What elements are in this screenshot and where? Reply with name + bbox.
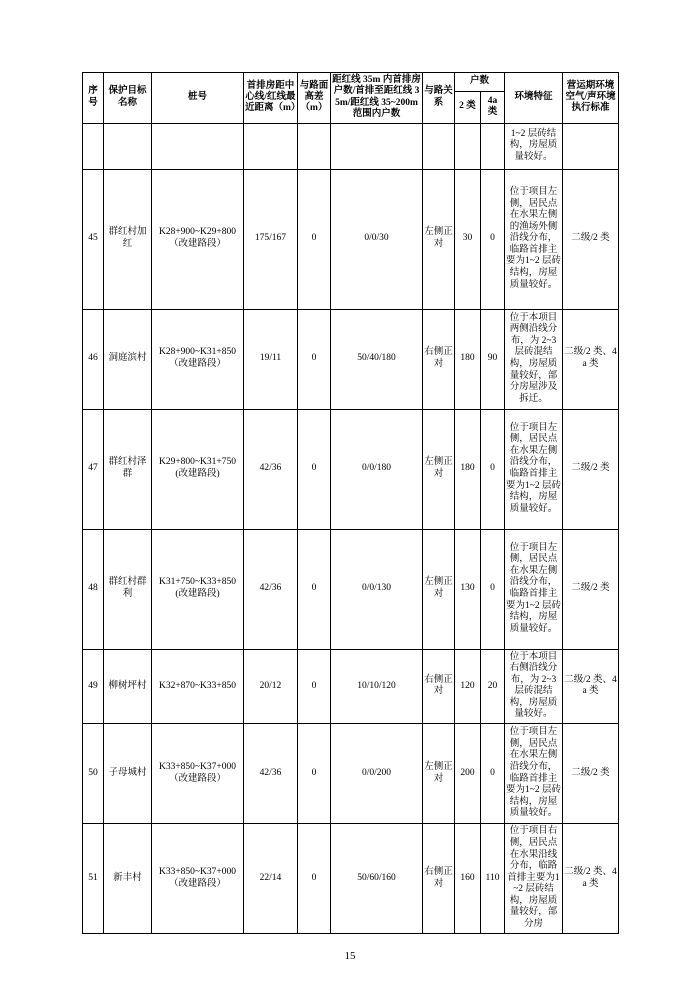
cell-stake: K29+800~K31+750(改建路段) [152, 409, 244, 529]
table-row [83, 309, 619, 409]
cell-features: 1~2 层砖结构，房屋质量较好。 [505, 123, 563, 169]
table-row [83, 409, 619, 529]
header-households-2: 2 类 [455, 91, 481, 123]
cell-name: 群红村加红 [104, 169, 152, 309]
header-features: 环境特征 [505, 73, 563, 124]
cell-distance [244, 123, 298, 169]
page-number: 15 [344, 950, 356, 962]
cell-stake [152, 123, 244, 169]
cell-seq [83, 123, 104, 169]
cell-height-diff: 0 [298, 409, 331, 529]
cell-features: 位于本项目两侧沿线分布，为 2~3 层砖混结构，房屋质量较好，部分房屋涉及拆迁。 [505, 309, 563, 409]
cell-households-2: 160 [455, 824, 481, 934]
cell-name: 洞庭滨村 [104, 309, 152, 409]
cell-red-line: 0/0/30 [331, 169, 423, 309]
cell-features: 位于项目左侧，居民点在水果左侧沿线分布，临路首排主要为1~2 层砖结构，房屋质量较好。 [505, 529, 563, 649]
cell-households-4a: 0 [481, 724, 505, 824]
cell-height-diff: 0 [298, 169, 331, 309]
cell-relation: 右侧正对 [423, 824, 455, 934]
cell-distance: 20/12 [244, 649, 298, 723]
cell-distance: 42/36 [244, 724, 298, 824]
header-height-diff: 与路面高差（m） [298, 73, 331, 124]
cell-seq: 46 [83, 309, 104, 409]
cell-standard: 二级/2 类、4a 类 [563, 309, 619, 409]
cell-standard: 二级/2 类、4a 类 [563, 649, 619, 723]
cell-households-4a: 0 [481, 529, 505, 649]
table-header [83, 73, 619, 124]
cell-stake: K33+850~K37+000（改建路段） [152, 724, 244, 824]
cell-stake: K31+750~K33+850(改建路段) [152, 529, 244, 649]
cell-households-2: 180 [455, 309, 481, 409]
cell-relation: 左侧正对 [423, 409, 455, 529]
cell-height-diff [298, 123, 331, 169]
cell-features: 位于项目左侧，居民点在水果左侧的渔场外侧沿线分布，临路首排主要为1~2 层砖结构，房屋质量较好。 [505, 169, 563, 309]
header-seq: 序号 [83, 73, 104, 124]
cell-households-4a: 20 [481, 649, 505, 723]
cell-standard: 二级/2 类、4a 类 [563, 824, 619, 934]
header-households-group: 户数 [455, 73, 505, 92]
cell-red-line: 10/10/120 [331, 649, 423, 723]
cell-distance: 175/167 [244, 169, 298, 309]
cell-standard: 二级/2 类 [563, 409, 619, 529]
cell-height-diff: 0 [298, 724, 331, 824]
cell-relation: 右侧正对 [423, 649, 455, 723]
cell-features: 位于项目左侧，居民点在水果左侧沿线分布，临路首排主要为1~2 层砖结构，房屋质量较好。 [505, 724, 563, 824]
cell-seq: 50 [83, 724, 104, 824]
data-table [82, 72, 619, 934]
cell-standard: 二级/2 类 [563, 529, 619, 649]
cell-distance: 42/36 [244, 409, 298, 529]
header-red-line: 距红线 35m 内首排房户数/首排至距红线 35m/距红线 35~200m 范围内户数 [331, 73, 423, 124]
cell-features: 位于本项目右侧沿线分布，为 2~3 层砖混结构，房屋质量较好。 [505, 649, 563, 723]
cell-seq: 51 [83, 824, 104, 934]
cell-red-line: 0/0/200 [331, 724, 423, 824]
header-standard: 营运期环境空气/声环境执行标准 [563, 73, 619, 124]
cell-seq: 48 [83, 529, 104, 649]
table-body [83, 123, 619, 933]
table-row [83, 529, 619, 649]
cell-stake: K32+870~K33+850 [152, 649, 244, 723]
cell-standard: 二级/2 类 [563, 724, 619, 824]
cell-height-diff: 0 [298, 529, 331, 649]
cell-name: 群红村群利 [104, 529, 152, 649]
cell-households-4a: 0 [481, 169, 505, 309]
table-row [83, 649, 619, 723]
table-row [83, 824, 619, 934]
cell-households-2: 130 [455, 529, 481, 649]
cell-seq: 49 [83, 649, 104, 723]
cell-households-4a: 0 [481, 409, 505, 529]
cell-seq: 47 [83, 409, 104, 529]
cell-name: 群红村泽群 [104, 409, 152, 529]
environmental-protection-targets-table [82, 72, 618, 934]
cell-standard: 二级/2 类 [563, 169, 619, 309]
cell-stake: K28+900~K29+800（改建路段） [152, 169, 244, 309]
cell-seq: 45 [83, 169, 104, 309]
cell-households-2: 30 [455, 169, 481, 309]
cell-households-2 [455, 123, 481, 169]
cell-relation: 左侧正对 [423, 529, 455, 649]
cell-relation: 左侧正对 [423, 724, 455, 824]
cell-distance: 19/11 [244, 309, 298, 409]
cell-height-diff: 0 [298, 649, 331, 723]
header-name: 保护目标名称 [104, 73, 152, 124]
cell-households-4a [481, 123, 505, 169]
cell-red-line: 50/60/160 [331, 824, 423, 934]
header-stake: 桩号 [152, 73, 244, 124]
cell-features: 位于项目右侧，居民点在水果沿线分布，临路首排主要为1~2 层砖结构，房屋质量较好，部分房 [505, 824, 563, 934]
table-row [83, 123, 619, 169]
cell-name [104, 123, 152, 169]
cell-households-4a: 110 [481, 824, 505, 934]
header-households-4a: 4a 类 [481, 91, 505, 123]
cell-households-2: 120 [455, 649, 481, 723]
cell-relation: 左侧正对 [423, 169, 455, 309]
table-row [83, 169, 619, 309]
cell-red-line: 0/0/180 [331, 409, 423, 529]
cell-households-4a: 90 [481, 309, 505, 409]
cell-red-line: 0/0/130 [331, 529, 423, 649]
header-relation: 与路关系 [423, 73, 455, 124]
table-row [83, 724, 619, 824]
cell-features: 位于项目左侧，居民点在水果左侧沿线分布，临路首排主要为1~2 层砖结构，房屋质量较好。 [505, 409, 563, 529]
cell-stake: K28+900~K31+850（改建路段） [152, 309, 244, 409]
cell-households-2: 180 [455, 409, 481, 529]
cell-stake: K33+850~K37+000（改建路段） [152, 824, 244, 934]
cell-name: 新丰村 [104, 824, 152, 934]
cell-height-diff: 0 [298, 824, 331, 934]
header-distance: 首排房距中心线/红线最近距离（m） [244, 73, 298, 124]
cell-name: 柳树坪村 [104, 649, 152, 723]
cell-relation: 右侧正对 [423, 309, 455, 409]
cell-distance: 42/36 [244, 529, 298, 649]
cell-name: 子母城村 [104, 724, 152, 824]
header-row [83, 73, 619, 92]
cell-red-line [331, 123, 423, 169]
cell-height-diff: 0 [298, 309, 331, 409]
cell-standard [563, 123, 619, 169]
cell-red-line: 50/40/180 [331, 309, 423, 409]
cell-households-2: 200 [455, 724, 481, 824]
cell-relation [423, 123, 455, 169]
cell-distance: 22/14 [244, 824, 298, 934]
